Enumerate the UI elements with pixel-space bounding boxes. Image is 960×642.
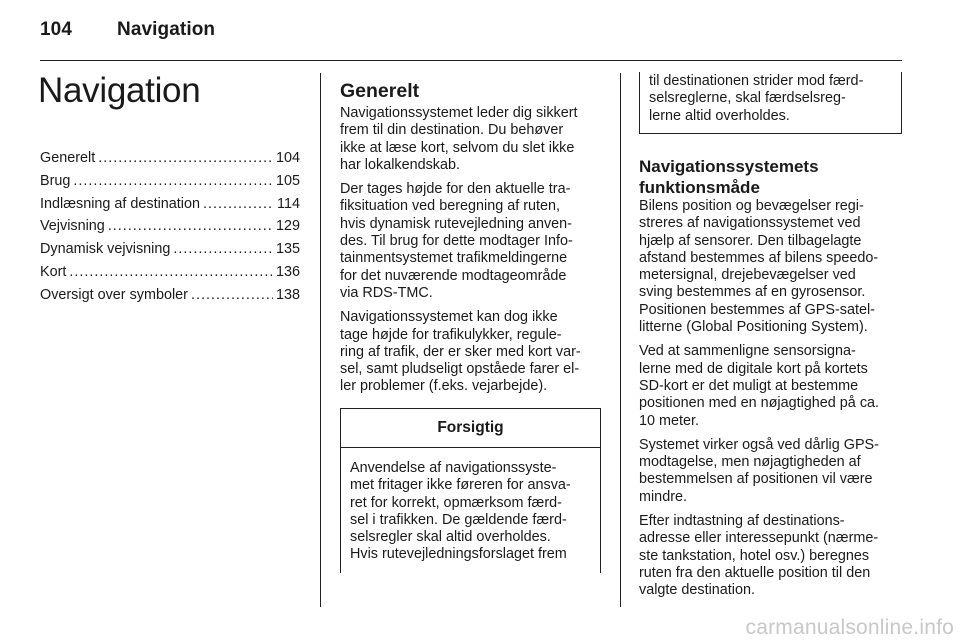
- paragraph: Systemet virker også ved dårlig GPS- modtagelse, men nøjagtigheden af bestemmelsen af positionen vil være mindre.: [639, 436, 879, 505]
- watermark: carmanualsonline.info: [745, 616, 954, 639]
- caution-box-continued: [639, 72, 902, 134]
- section-heading-funktionsmade: Navigationssystemets funktionsmåde: [639, 157, 819, 197]
- toc-label: Dynamisk vejvisning: [40, 241, 171, 258]
- running-title: Navigation: [117, 19, 216, 40]
- section-heading-generelt: Generelt: [340, 80, 420, 102]
- toc-label: Brug: [40, 172, 71, 189]
- paragraph: Navigationssystemet leder dig sikkert frem til din destination. Du behøver ikke at læse kort, selvom du slet ikke har lokalkendskab.: [340, 105, 578, 173]
- toc-leader: [191, 287, 273, 303]
- header-divider: [40, 60, 902, 61]
- toc-page: 104: [275, 150, 300, 166]
- toc-page: 105: [275, 172, 300, 189]
- toc-leader: [98, 150, 273, 166]
- toc-label: Indlæsning af destination: [40, 195, 201, 212]
- toc-leader: [108, 218, 273, 234]
- toc-entry-brug[interactable]: [40, 173, 300, 196]
- toc-entry-dynamisk-vejvisning[interactable]: [40, 241, 300, 264]
- paragraph: Bilens position og bevægelser regi- streres af navigationssystemet ved hjælp af sensorer. Den tilbagelagte afstand bestemmes af bilens speedo- metersignal, drejebevægelser ved sving bestemmes af en gyrosensor. Positionen bestemmes af GPS-satel- litterne (Global Positioning System).: [639, 198, 879, 336]
- toc-leader: [173, 241, 273, 257]
- toc-page: 135: [275, 241, 300, 258]
- toc-entry-kort[interactable]: [40, 264, 300, 287]
- toc-page: 129: [275, 218, 300, 235]
- toc-label: Oversigt over symboler: [40, 286, 188, 303]
- caution-text-continued: til destinationen strider mod færd- selsreglerne, skal færdselsreg- lerne altid overholdes.: [649, 73, 864, 124]
- column-right: [639, 156, 909, 607]
- page-number: 104: [40, 19, 73, 40]
- toc-entry-vejvisning[interactable]: [40, 218, 300, 241]
- caution-title: Forsigtig: [341, 409, 600, 448]
- toc-entry-oversigt-symboler[interactable]: [40, 287, 300, 310]
- paragraph: Der tages højde for den aktuelle tra- fiksituation ved beregning af ruten, hvis dynamisk rutevejledning anven- des. Til brug for dette modtager Info- tainmentsystemet trafikmeldingerne for det nuværende modtageområde via RDS-TMC.: [340, 181, 573, 301]
- toc-leader: [69, 264, 273, 280]
- toc-label: Vejvisning: [40, 218, 105, 235]
- toc-label: Generelt: [40, 150, 96, 166]
- toc-leader: [73, 173, 273, 189]
- toc-page: 114: [277, 195, 300, 212]
- table-of-contents: [40, 150, 300, 310]
- paragraph: Ved at sammenligne sensorsigna- lerne med de digitale kort på kortets SD-kort er det muligt at bestemme positionen med en nøjagtighed på ca. 10 meter.: [639, 343, 880, 429]
- column-divider-left: [320, 73, 321, 607]
- column-divider-right: [620, 73, 621, 607]
- paragraph: Navigationssystemet kan dog ikke tage højde for trafikulykker, regule- ring af trafik, der er sker med kort var- sel, samt pludseligt opståede farer el- ler problemer (f.eks. vejarbejde).: [340, 309, 581, 395]
- caution-box: [340, 408, 601, 573]
- toc-entry-generelt[interactable]: [40, 150, 300, 173]
- toc-page: 138: [275, 286, 300, 303]
- toc-page: 136: [275, 263, 300, 280]
- toc-label: Kort: [40, 263, 67, 280]
- paragraph: Efter indtastning af destinations- adresse eller interessepunkt (nærme- ste tankstation, hotel osv.) beregnes ruten fra den aktuelle position til den valgte destination.: [639, 513, 879, 599]
- caution-text: Anvendelse af navigationssyste- met fritager ikke føreren for ansva- ret for korrekt, opmærksom færd- sel i trafikken. De gældende færd- selsregler skal altid overholdes. Hvis rutevejledningsforslaget frem: [350, 460, 571, 563]
- chapter-title: Navigation: [38, 71, 201, 110]
- toc-leader: [203, 196, 274, 212]
- column-middle: [340, 80, 604, 403]
- toc-entry-indlaesning[interactable]: [40, 196, 300, 219]
